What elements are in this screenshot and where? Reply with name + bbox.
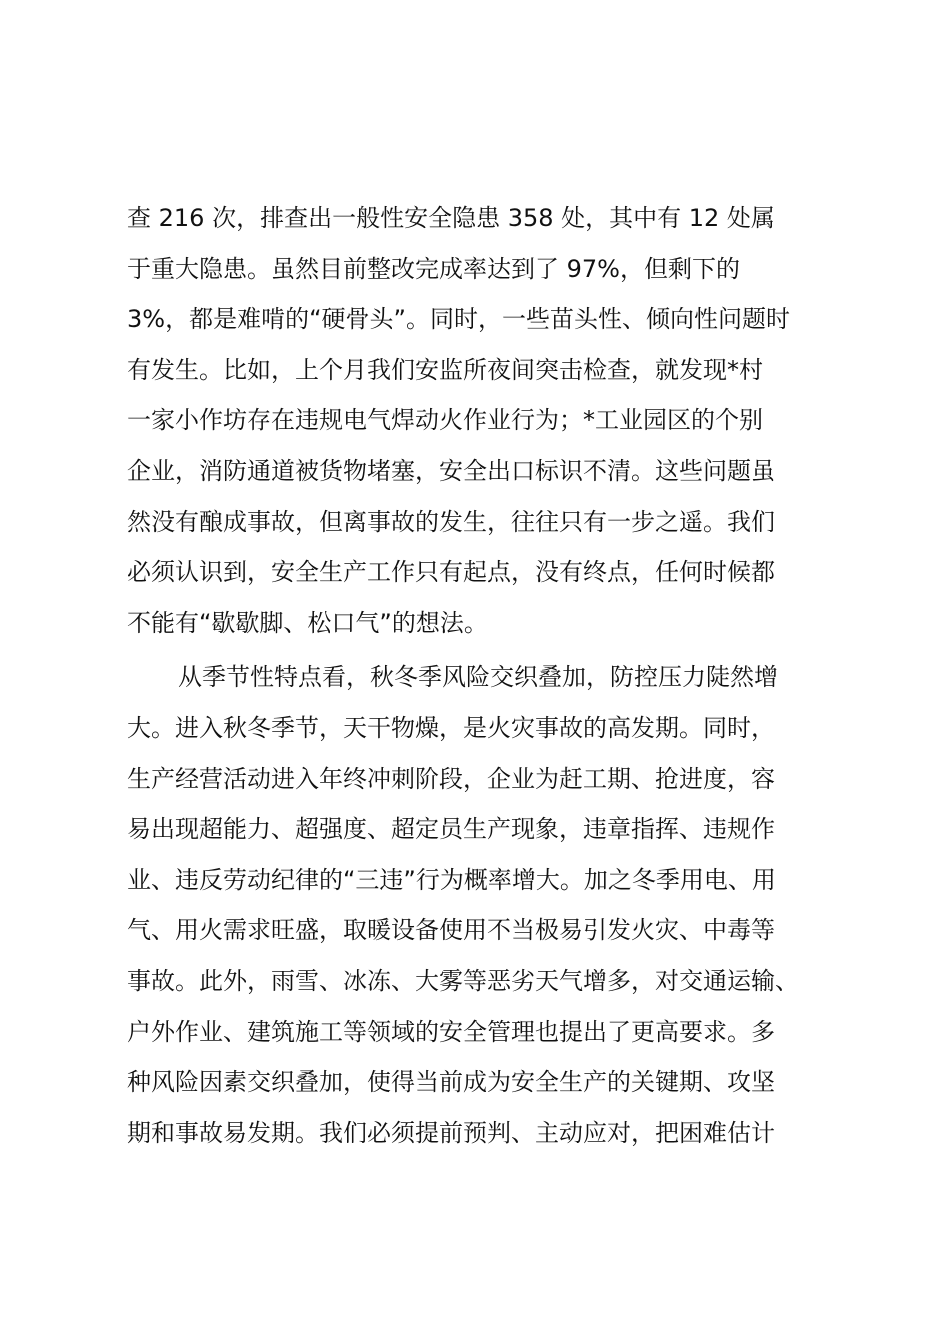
text-line: 查 216 次，排查出一般性安全隐患 358 处，其中有 12 处属 [127, 204, 775, 232]
text-line: 企业，消防通道被货物堵塞，安全出口标识不清。这些问题虽 [127, 456, 775, 485]
text-line: 必须认识到，安全生产工作只有起点，没有终点，任何时候都 [127, 558, 775, 587]
text-line: 不能有“歇歇脚、松口气”的想法。 [127, 608, 488, 637]
paragraph-2 [127, 652, 847, 1158]
text-line: 3%，都是难啃的“硬骨头”。同时，一些苗头性、倾向性问题时 [127, 305, 790, 334]
text-line: 期和事故易发期。我们必须提前预判、主动应对，把困难估计 [127, 1118, 775, 1147]
text-line: 业、违反劳动纪律的“三违”行为概率增大。加之冬季用电、用 [127, 865, 776, 894]
text-line: 生产经营活动进入年终冲刺阶段，企业为赶工期、抢进度，容 [127, 764, 775, 793]
text-line: 一家小作坊存在违规电气焊动火作业行为；*工业园区的个别 [127, 406, 763, 435]
text-line: 于重大隐患。虽然目前整改完成率达到了 97%，但剩下的 [127, 254, 740, 283]
text-line: 户外作业、建筑施工等领域的安全管理也提出了更高要求。多 [127, 1017, 775, 1046]
text-line: 气、用火需求旺盛，取暖设备使用不当极易引发火灾、中毒等 [127, 916, 775, 945]
text-line: 然没有酿成事故，但离事故的发生，往往只有一步之遥。我们 [127, 507, 775, 536]
text-line-indented: 从季节性特点看，秋冬季风险交织叠加，防控压力陡然增 [178, 663, 778, 692]
text-line: 事故。此外，雨雪、冰冻、大雾等恶劣天气增多，对交通运输、 [127, 966, 799, 995]
document-body [127, 193, 847, 1158]
text-line: 有发生。比如，上个月我们安监所夜间突击检查，就发现*村 [127, 355, 763, 384]
paragraph-1 [127, 193, 847, 648]
text-line: 易出现超能力、超强度、超定员生产现象，违章指挥、违规作 [127, 815, 775, 844]
text-line: 大。进入秋冬季节，天干物燥，是火灾事故的高发期。同时， [127, 713, 775, 742]
text-line: 种风险因素交织叠加，使得当前成为安全生产的关键期、攻坚 [127, 1068, 775, 1097]
